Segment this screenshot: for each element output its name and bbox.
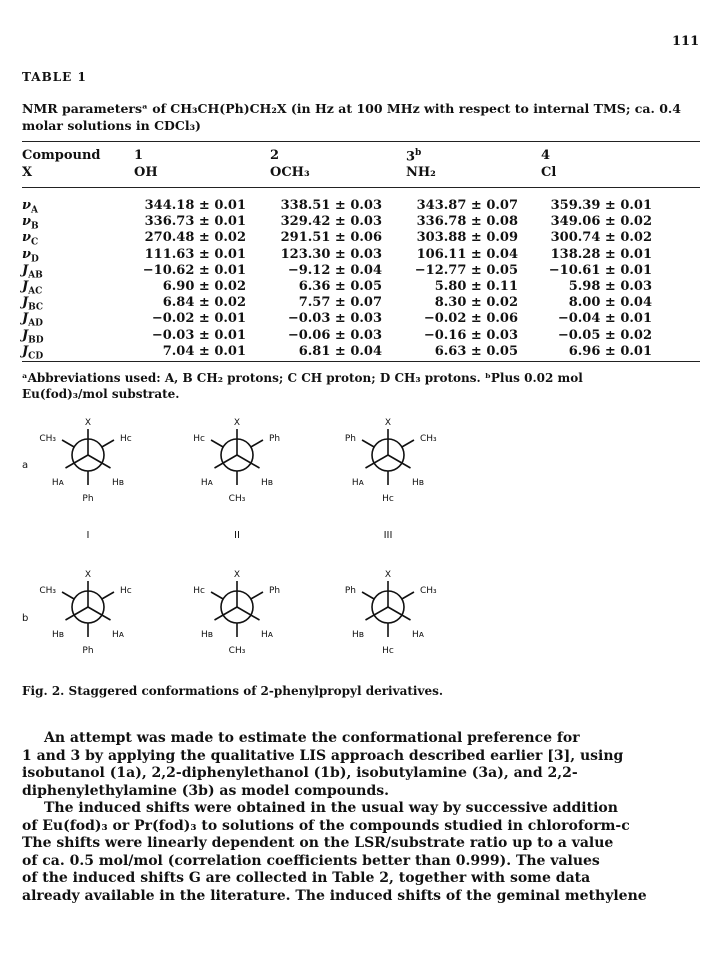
table-cell: 291.51 ± 0.06 <box>280 230 382 246</box>
table-label: TABLE 1 <box>22 70 87 84</box>
substituent-label-bottom: Ph <box>82 494 94 504</box>
col-1-x: OH <box>134 165 158 180</box>
table-cell: 303.88 ± 0.09 <box>416 230 518 246</box>
substituent-label-ll: Hᴀ <box>351 478 364 488</box>
body-line-5: The induced shifts were obtained in the usual way by successive addition <box>44 800 618 816</box>
newman-projection-a-3 <box>345 418 437 504</box>
table-cell: 123.30 ± 0.03 <box>280 246 382 262</box>
footnote-line-2: Eu(fod)₃/mol substrate. <box>22 387 180 401</box>
body-line-1: An attempt was made to estimate the conformational preference for <box>44 730 580 746</box>
newman-projections-figure <box>0 405 720 680</box>
roman-II: II <box>234 530 240 541</box>
param-symbol: $J_{AB}$ <box>22 262 43 281</box>
table-cell: 343.87 ± 0.07 <box>416 198 518 213</box>
body-line-7: The shifts were linearly dependent on the LSR/substrate ratio up to a value <box>22 835 614 851</box>
body-line-2: 1 and 3 by applying the qualitative LIS approach described earlier [3], using <box>22 747 624 764</box>
rear-bond <box>211 440 223 447</box>
table-cell: 338.51 ± 0.03 <box>280 198 382 213</box>
param-symbol: $\nu_A$ <box>22 198 39 216</box>
table-cell: 344.18 ± 0.01 <box>144 198 246 213</box>
rear-bond <box>251 592 263 599</box>
param-symbol: $J_{BC}$ <box>22 295 44 313</box>
substituent-label-ur: CH₃ <box>420 434 437 444</box>
table-cell: 6.90 ± 0.02 <box>162 279 246 294</box>
x-header: X <box>22 165 33 180</box>
newman-projection-b-1 <box>39 570 131 656</box>
rear-bond <box>211 592 223 599</box>
table-cell: −0.03 ± 0.01 <box>151 327 246 343</box>
table-cell: 8.00 ± 0.04 <box>568 295 652 311</box>
row-label-b: b <box>22 613 29 624</box>
row-label-a: a <box>22 460 29 471</box>
newman-projection-a-2 <box>193 418 280 504</box>
table-cell: −12.77 ± 0.05 <box>414 262 518 278</box>
table-cell: −10.61 ± 0.01 <box>548 262 652 278</box>
rear-bond <box>251 440 263 447</box>
col-3-number: 3$^b$ <box>406 148 422 165</box>
footnote-line-1: ᵃAbbreviations used: A, B CH₂ protons; C CH proton; D CH₃ protons. ᵇPlus 0.02 mol <box>22 371 583 385</box>
substituent-label-ul: CH₃ <box>39 586 56 596</box>
substituent-label-ur: CH₃ <box>420 586 437 596</box>
roman-I: I <box>86 530 90 541</box>
body-line-9: of the induced shifts G are collected in Table 2, together with some data <box>22 870 591 886</box>
body-line-3: isobutanol (1a), 2,2-diphenylethanol (1b), isobutylamine (3a), and 2,2- <box>22 765 578 781</box>
substituent-label-top: X <box>384 570 392 580</box>
rear-bond <box>102 592 114 599</box>
substituent-label-ul: Hᴄ <box>193 434 205 444</box>
param-symbol: $\nu_D$ <box>22 246 39 265</box>
substituent-label-lr: Hʙ <box>412 478 424 488</box>
col-2-x: OCH₃ <box>270 165 310 180</box>
substituent-label-ll: Hᴀ <box>51 478 64 488</box>
substituent-label-lr: Hᴀ <box>112 630 125 640</box>
substituent-label-lr: Hᴀ <box>261 630 274 640</box>
rear-bond <box>402 440 414 447</box>
substituent-label-lr: Hʙ <box>112 478 124 488</box>
rear-bond <box>362 440 374 447</box>
param-symbol: $\nu_B$ <box>22 214 39 232</box>
newman-projection-b-3 <box>345 570 437 656</box>
table-cell: 138.28 ± 0.01 <box>550 246 652 262</box>
table-cell: −0.03 ± 0.03 <box>287 311 382 327</box>
table-cell: 336.73 ± 0.01 <box>144 214 246 230</box>
substituent-label-ur: Ph <box>269 586 281 596</box>
substituent-label-bottom: Hᴄ <box>382 646 394 656</box>
table-cell: −10.62 ± 0.01 <box>142 262 246 278</box>
substituent-label-ur: Hᴄ <box>120 586 132 596</box>
figure-caption: Fig. 2. Staggered conformations of 2-phenylpropyl derivatives. <box>22 684 444 698</box>
table-cell: −0.04 ± 0.01 <box>557 311 652 327</box>
substituent-label-bottom: Hᴄ <box>382 494 394 504</box>
substituent-label-ul: Ph <box>344 434 356 444</box>
substituent-label-bottom: CH₃ <box>228 494 246 504</box>
param-symbol: $J_{CD}$ <box>22 343 44 362</box>
col-4-x: Cl <box>541 165 557 180</box>
table-cell: 7.57 ± 0.07 <box>298 295 382 311</box>
substituent-label-top: X <box>233 418 241 428</box>
substituent-label-lr: Hᴀ <box>412 630 425 640</box>
table-cell: 359.39 ± 0.01 <box>550 198 652 213</box>
table-cell: 6.63 ± 0.05 <box>434 343 518 359</box>
substituent-label-ul: Hᴄ <box>193 586 205 596</box>
table-cell: 111.63 ± 0.01 <box>144 246 246 262</box>
substituent-label-top: X <box>233 570 241 580</box>
substituent-label-ll: Hᴀ <box>200 478 213 488</box>
newman-projection-a-1 <box>39 418 131 504</box>
table-cell: −0.02 ± 0.01 <box>151 311 246 327</box>
col-3-x: NH₂ <box>406 165 436 180</box>
table-cell: 270.48 ± 0.02 <box>144 230 246 246</box>
rear-bond <box>362 592 374 599</box>
substituent-label-ul: CH₃ <box>39 434 56 444</box>
substituent-label-ur: Hᴄ <box>120 434 132 444</box>
substituent-label-bottom: Ph <box>82 646 94 656</box>
substituent-label-ll: Hʙ <box>52 630 64 640</box>
param-symbol: $J_{AC}$ <box>22 279 43 297</box>
substituent-label-bottom: CH₃ <box>228 646 246 656</box>
body-line-8: of ca. 0.5 mol/mol (correlation coefficients better than 0.999). The values <box>22 852 600 869</box>
substituent-label-ur: Ph <box>269 434 281 444</box>
page-number: 111 <box>672 34 700 49</box>
table-caption: NMR parametersᵃ of CH₃CH(Ph)CH₂X (in Hz at 100 MHz with respect to internal TMS; ca. 0.4 molar solutions in CDCl₃) <box>22 101 681 133</box>
table-cell: −0.06 ± 0.03 <box>287 327 382 343</box>
table-cell: 5.80 ± 0.11 <box>434 279 518 294</box>
param-symbol: $\nu_C$ <box>22 230 39 248</box>
rear-bond <box>102 440 114 447</box>
table-cell: −0.05 ± 0.02 <box>557 327 652 343</box>
table-cell: 6.36 ± 0.05 <box>298 279 382 294</box>
body-line-10: already available in the literature. The induced shifts of the geminal methylenе <box>22 887 647 904</box>
table-cell: 336.78 ± 0.08 <box>416 214 518 230</box>
substituent-label-ll: Hʙ <box>201 630 213 640</box>
table-cell: 6.81 ± 0.04 <box>298 343 382 359</box>
table-cell: 6.84 ± 0.02 <box>162 295 246 311</box>
newman-projection-b-2 <box>193 570 280 656</box>
table-cell: 300.74 ± 0.02 <box>550 230 652 246</box>
substituent-label-ul: Ph <box>344 586 356 596</box>
body-line-6: of Eu(fod)₃ or Pr(fod)₃ to solutions of the compounds studied in chloroform-c <box>22 817 630 834</box>
param-symbol: $J_{BD}$ <box>22 327 44 346</box>
table-cell: 106.11 ± 0.04 <box>416 246 518 262</box>
table-cell: −9.12 ± 0.04 <box>287 262 382 278</box>
substituent-label-top: X <box>84 570 92 580</box>
table-cell: 6.96 ± 0.01 <box>568 343 652 359</box>
rear-bond <box>402 592 414 599</box>
table-cell: −0.16 ± 0.03 <box>423 327 518 343</box>
table-cell: 8.30 ± 0.02 <box>434 295 518 311</box>
table-top-rule <box>22 141 700 142</box>
table-cell: −0.02 ± 0.06 <box>423 311 518 327</box>
col-4-number: 4 <box>541 148 551 163</box>
substituent-label-ll: Hʙ <box>352 630 364 640</box>
rear-bond <box>62 592 74 599</box>
table-cell: 7.04 ± 0.01 <box>162 343 246 359</box>
col-2-number: 2 <box>270 148 280 163</box>
rear-bond <box>62 440 74 447</box>
body-paragraph <box>22 730 720 905</box>
table-cell: 349.06 ± 0.02 <box>550 214 652 230</box>
substituent-label-top: X <box>84 418 92 428</box>
table-header-rule <box>22 187 700 188</box>
substituent-label-lr: Hʙ <box>261 478 273 488</box>
substituent-label-top: X <box>384 418 392 428</box>
col-3-sup: b <box>415 148 422 158</box>
table-cell: 329.42 ± 0.03 <box>280 214 382 230</box>
param-symbol: $J_{AD}$ <box>22 311 43 329</box>
table-cell: 5.98 ± 0.03 <box>568 279 652 294</box>
roman-III: III <box>383 530 393 541</box>
compound-header: Compound <box>22 148 101 163</box>
table-footnote <box>22 370 712 402</box>
table-bottom-rule <box>22 361 700 362</box>
col-1-number: 1 <box>134 148 144 163</box>
body-line-4: diphenylethylamine (3b) as model compounds. <box>22 782 390 799</box>
